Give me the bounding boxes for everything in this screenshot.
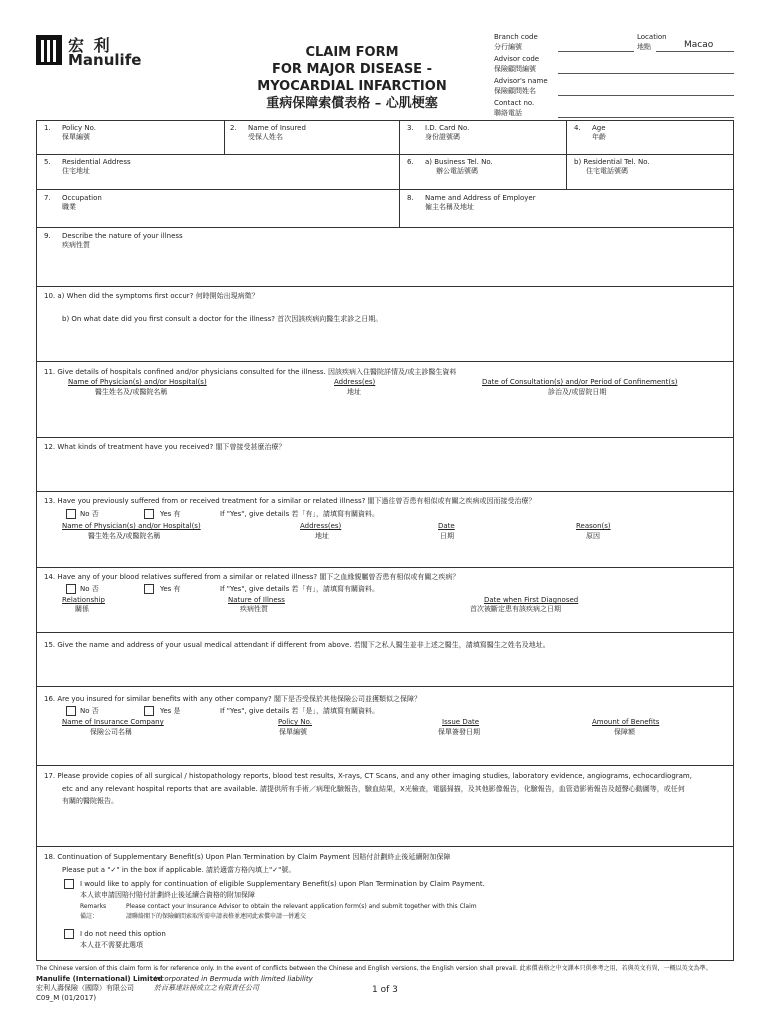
q18-option2-checkbox[interactable] — [64, 929, 74, 939]
q14-col-relationship: Relationship — [62, 596, 105, 604]
q16-col-policy: Policy No. — [278, 718, 312, 726]
q13-ifyes-label: If "Yes", give details 若「有」，請填寫有關資料。 — [220, 510, 380, 518]
q13-no-label: No 否 — [80, 510, 99, 518]
insured-name-input[interactable] — [228, 143, 396, 153]
q16-yes-checkbox[interactable] — [144, 706, 154, 716]
field-number: 4. — [574, 124, 581, 132]
employer-label: Name and Address of Employer — [425, 194, 536, 202]
q13-col-date-cn: 日期 — [440, 532, 454, 540]
advisor-code-label: Advisor code — [494, 55, 540, 63]
q18-remarks-text: Please contact your Insurance Advisor to obtain the relevant application form(s) and submit together with this Claim — [126, 903, 477, 910]
q10-input[interactable] — [40, 326, 730, 359]
q14-col-date: Date when First Diagnosed — [484, 596, 579, 604]
divider — [36, 361, 734, 362]
age-input[interactable] — [570, 143, 730, 153]
q16-input[interactable] — [40, 738, 730, 763]
q14-col-date-cn: 首次被斷定患有該疾病之日期 — [470, 605, 561, 613]
advisor-code-label-cn: 保險顧問編號 — [494, 65, 536, 73]
q18-option1-label-cn: 本人欲申請因賠付賠付計劃終止後延續合資格的附加保障 — [80, 891, 255, 899]
q14-no-checkbox[interactable] — [66, 584, 76, 594]
q15-label: 15. Give the name and address of your usual medical attendant if different from above. 若閣下之私人醫生並非上述之醫生，請填寫醫生之姓名及地址。 — [44, 641, 550, 649]
footer-disclaimer: The Chinese version of this claim form is for reference only. In the event of conflicts between the Chinese and English versions, the English version shall prevail. 此索償表格之中文譯本只供參考之用，若與英文有異，一概以英文為準。 — [36, 965, 712, 972]
divider — [36, 960, 734, 961]
q12-input[interactable] — [40, 454, 730, 489]
q11-label: 11. Give details of hospitals confined and/or physicians consulted for the illness. 因該疾病入住醫院詳情及/或主診醫生資料 — [44, 368, 457, 376]
q14-no-label: No 否 — [80, 585, 99, 593]
q10a-label: 10. a) When did the symptoms first occur? 何時開始出現病徵？ — [44, 292, 259, 300]
illness-nature-label: Describe the nature of your illness — [62, 232, 183, 240]
q16-ifyes-label: If "Yes", give details 若「是」，請填寫有關資料。 — [220, 707, 380, 715]
q14-ifyes-label: If "Yes", give details 若「有」，請填寫有關資料。 — [220, 585, 380, 593]
residential-address-input[interactable] — [40, 177, 395, 187]
divider — [566, 120, 567, 189]
field-number: 8. — [407, 194, 414, 202]
q13-col-address: Address(es) — [300, 522, 342, 530]
footer-company-cn: 宏利人壽保險（國際）有限公司 — [36, 984, 134, 992]
q16-col-company-cn: 保險公司名稱 — [90, 728, 132, 736]
q18-remarks-text-cn: 請聯絡閣下的保險顧問索取所需申請表格並連同此索償申請一併遞交 — [126, 913, 307, 920]
q17-label-line3: 有關的醫院報告。 — [62, 797, 118, 805]
footer-incorporated-cn: 於百慕達註冊成立之有限責任公司 — [154, 984, 259, 992]
q17-label-line2: etc and any relevant hospital reports that are available. 請提供所有手術／病理化驗報告，驗血結果，X光檢查，電腦掃描，及其他影像報告，化驗報告，血管造影術報告及超聲心動圖等，或任何 — [62, 785, 685, 793]
field-number: 9. — [44, 232, 51, 240]
q18-instruction: Please put a "✓" in the box if applicable. 請於適當方格內填上"✓"號。 — [62, 866, 296, 874]
field-number: 3. — [407, 124, 414, 132]
employer-input[interactable] — [403, 213, 730, 225]
border-left — [36, 120, 37, 960]
divider — [36, 120, 734, 121]
q13-col-physician: Name of Physician(s) and/or Hospital(s) — [62, 522, 201, 530]
q13-col-reason: Reason(s) — [576, 522, 611, 530]
q11-col-date: Date of Consultation(s) and/or Period of Confinement(s) — [482, 378, 678, 386]
advisor-code-field[interactable] — [558, 73, 734, 74]
q18-title: 18. Continuation of Supplementary Benefit(s) Upon Plan Termination by Claim Payment 因賠付計劃終止後延續附加保障 — [44, 853, 451, 861]
illness-nature-input[interactable] — [40, 252, 730, 284]
q14-yes-checkbox[interactable] — [144, 584, 154, 594]
occupation-label: Occupation — [62, 194, 102, 202]
q16-no-checkbox[interactable] — [66, 706, 76, 716]
id-card-input[interactable] — [403, 143, 563, 153]
q11-col-date-cn: 診治及/或留院日期 — [548, 388, 607, 396]
form-title-line2: FOR MAJOR DISEASE - — [272, 62, 432, 77]
residential-address-label-cn: 住宅地址 — [62, 167, 90, 175]
advisor-name-label-cn: 保險顧問姓名 — [494, 87, 536, 95]
contact-no-label: Contact no. — [494, 99, 535, 107]
q16-col-amount-cn: 保障額 — [614, 728, 635, 736]
residential-tel-input[interactable] — [570, 177, 730, 187]
q18-remarks-label-cn: 備註： — [80, 913, 99, 920]
occupation-input[interactable] — [40, 213, 395, 225]
logo-english: Manulife — [68, 51, 142, 69]
q15-input[interactable] — [40, 652, 730, 684]
q18-option1-label: I would like to apply for continuation of eligible Supplementary Benefit(s) upon Plan Termination by Claim Payment. — [80, 880, 485, 888]
field-number: 5. — [44, 158, 51, 166]
q18-remarks-label: Remarks — [80, 903, 107, 910]
form-title-chinese: 重病保障索償表格 – 心肌梗塞 — [266, 96, 438, 111]
q18-option1-checkbox[interactable] — [64, 879, 74, 889]
logo-chinese: 宏 利 — [68, 36, 112, 55]
q13-col-address-cn: 地址 — [315, 532, 329, 540]
divider — [399, 120, 400, 227]
id-card-label-cn: 身份證號碼 — [425, 133, 460, 141]
q11-col-physician-cn: 醫生姓名及/或醫院名稱 — [95, 388, 168, 396]
form-title-line1: CLAIM FORM — [305, 45, 399, 60]
age-label: Age — [592, 124, 606, 132]
q13-yes-checkbox[interactable] — [144, 509, 154, 519]
divider — [36, 686, 734, 687]
advisor-name-field[interactable] — [558, 95, 734, 96]
border-right — [733, 120, 734, 960]
location-field[interactable] — [656, 51, 734, 52]
divider — [36, 286, 734, 287]
q16-col-issue-date: Issue Date — [442, 718, 480, 726]
location-label: Location — [637, 33, 667, 41]
field-number: 7. — [44, 194, 51, 202]
q14-col-illness: Nature of Illness — [228, 596, 285, 604]
branch-code-label: Branch code — [494, 33, 538, 41]
q13-col-date: Date — [438, 522, 455, 530]
age-label-cn: 年齡 — [592, 133, 606, 141]
contact-no-field[interactable] — [558, 117, 734, 118]
q16-col-company: Name of Insurance Company — [62, 718, 164, 726]
id-card-label: I.D. Card No. — [425, 124, 470, 132]
advisor-name-label: Advisor's name — [494, 77, 548, 85]
q14-yes-label: Yes 有 — [160, 585, 181, 593]
location-value: Macao — [684, 40, 714, 50]
q16-no-label: No 否 — [80, 707, 99, 715]
q18-option2-label: I do not need this option — [80, 930, 166, 938]
q16-col-issue-date-cn: 保單簽發日期 — [438, 728, 480, 736]
insured-name-label: Name of Insured — [248, 124, 306, 132]
divider — [36, 846, 734, 847]
branch-code-label-cn: 分行編號 — [494, 43, 522, 51]
q13-input[interactable] — [40, 542, 730, 565]
q11-col-address: Address(es) — [334, 378, 376, 386]
form-title-line3: MYOCARDIAL INFARCTION — [257, 79, 447, 94]
field-number: 1. — [44, 124, 51, 132]
divider — [36, 437, 734, 438]
divider — [36, 632, 734, 633]
divider — [224, 120, 225, 154]
q13-yes-label: Yes 有 — [160, 510, 181, 518]
footer-incorporated: Incorporated in Bermuda with limited liability — [154, 975, 313, 983]
residential-address-label: Residential Address — [62, 158, 131, 166]
q16-col-amount: Amount of Benefits — [592, 718, 660, 726]
business-tel-label-cn: 辦公電話號碼 — [436, 167, 478, 175]
location-label-cn: 地點 — [637, 43, 651, 51]
q16-col-policy-cn: 保單編號 — [279, 728, 307, 736]
employer-label-cn: 僱主名稱及地址 — [425, 203, 474, 211]
q11-input[interactable] — [40, 398, 730, 435]
q14-label: 14. Have any of your blood relatives suffered from a similar or related illness? 閣下之血緣親屬曾否患有相似或有關之疾病？ — [44, 573, 460, 581]
q12-label: 12. What kinds of treatment have you received? 閣下曾接受甚麼治療？ — [44, 443, 286, 451]
q13-label: 13. Have you previously suffered from or received treatment for a similar or related illness? 閣下過往曾否患有相似或有關之疾病或因而接受治療？ — [44, 497, 536, 505]
divider — [36, 189, 734, 190]
q14-input[interactable] — [40, 615, 730, 630]
q14-col-illness-cn: 疾病性質 — [240, 605, 268, 613]
divider — [36, 227, 734, 228]
field-number: 2. — [230, 124, 237, 132]
residential-tel-label-cn: 住宅電話號碼 — [586, 167, 628, 175]
q13-col-reason-cn: 原因 — [586, 532, 600, 540]
q16-label: 16. Are you insured for similar benefits with any other company? 閣下是否受保於其他保險公司並獲類似之保障？ — [44, 695, 421, 703]
q14-col-relationship-cn: 關係 — [75, 605, 89, 613]
divider — [36, 567, 734, 568]
divider — [36, 491, 734, 492]
q10b-label: b) On what date did you first consult a doctor for the illness? 首次因該疾病向醫生求診之日期。 — [62, 315, 383, 323]
divider — [36, 154, 734, 155]
business-tel-label: a) Business Tel. No. — [425, 158, 493, 166]
q13-no-checkbox[interactable] — [66, 509, 76, 519]
footer-form-code: C09_M (01/2017) — [36, 994, 97, 1002]
illness-nature-label-cn: 疾病性質 — [62, 241, 90, 249]
q17-label-line1: 17. Please provide copies of all surgical / histopathology reports, blood test results, X-rays, CT Scans, and any other imaging studies, laboratory evidence, angiograms, echocardiogram, — [44, 772, 692, 780]
occupation-label-cn: 職業 — [62, 203, 76, 211]
divider — [36, 765, 734, 766]
field-number: 6. — [407, 158, 414, 166]
page-number: 1 of 3 — [372, 985, 398, 995]
q13-col-physician-cn: 醫生姓名及/或醫院名稱 — [88, 532, 161, 540]
q16-yes-label: Yes 是 — [160, 707, 181, 715]
footer-company: Manulife (International) Limited — [36, 975, 163, 983]
residential-tel-label: b) Residential Tel. No. — [574, 158, 650, 166]
policy-no-input[interactable] — [40, 143, 220, 153]
manulife-logo-mark — [36, 35, 62, 65]
insured-name-label-cn: 受保人姓名 — [248, 133, 283, 141]
business-tel-input[interactable] — [403, 177, 563, 187]
contact-no-label-cn: 聯絡電話 — [494, 109, 522, 117]
q18-option2-label-cn: 本人並不需要此選項 — [80, 941, 143, 949]
q11-col-physician: Name of Physician(s) and/or Hospital(s) — [68, 378, 207, 386]
policy-no-label-cn: 保單編號 — [62, 133, 90, 141]
q11-col-address-cn: 地址 — [347, 388, 361, 396]
policy-no-label: Policy No. — [62, 124, 96, 132]
branch-code-field[interactable] — [558, 51, 634, 52]
